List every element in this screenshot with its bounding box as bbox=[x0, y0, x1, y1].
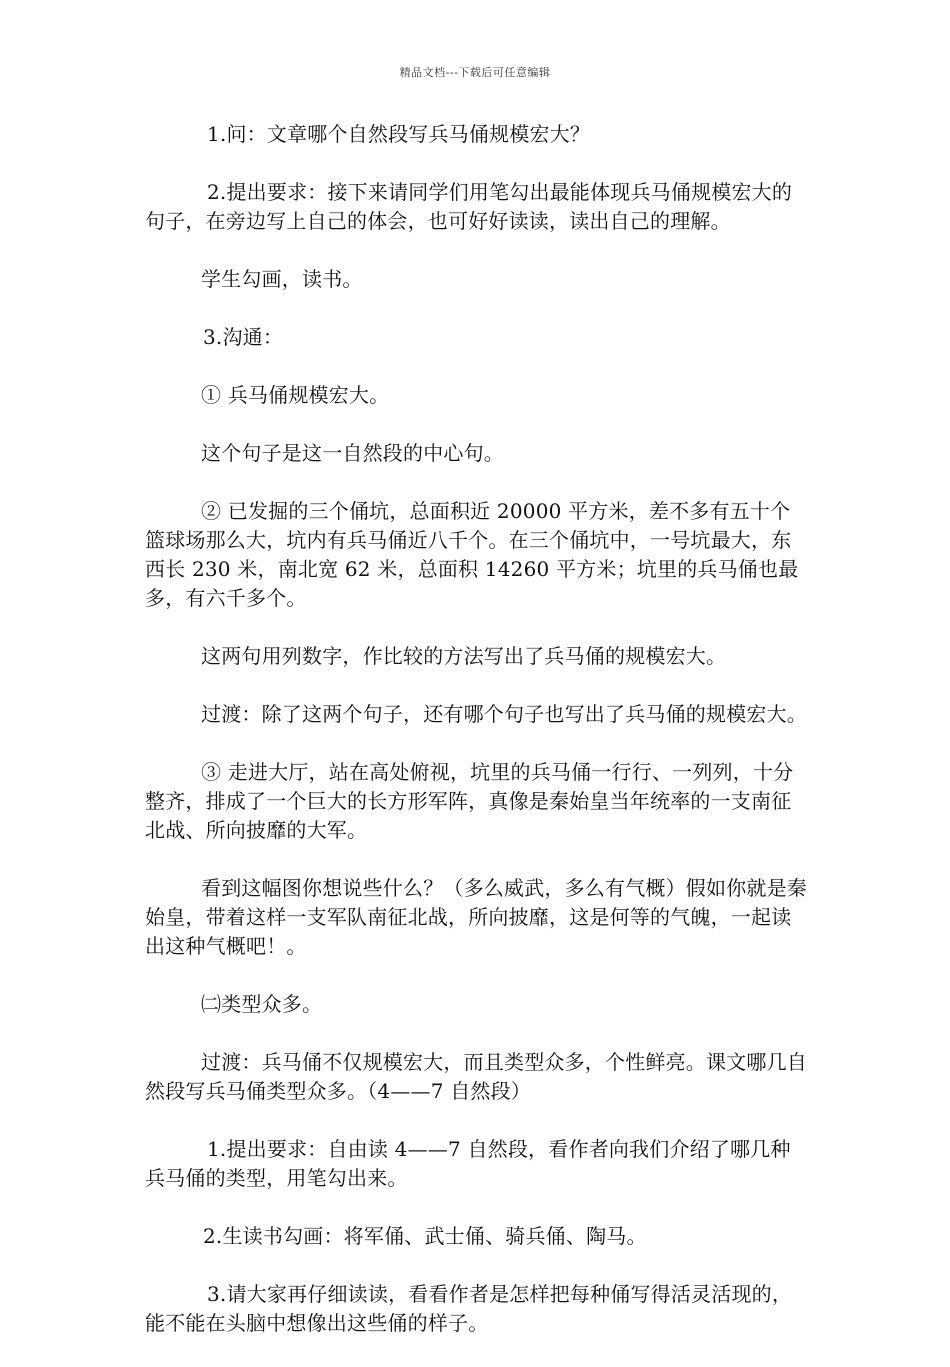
paragraph-question-1: 1.问：文章哪个自然段写兵马俑规模宏大？ bbox=[207, 122, 591, 146]
paragraph-student-activity: 学生勾画，读书。 bbox=[201, 267, 363, 291]
paragraph-requirement-2: 2.提出要求：接下来请同学们用笔勾出最能体现兵马俑规模宏大的句子，在旁边写上自己的体会，也可好好读读，读出自己的理解。 bbox=[145, 180, 793, 233]
paragraph-discussion: 看到这幅图你想说些什么？（多么威武，多么有气概）假如你就是秦始皇，带着这样一支军队南征北战，所向披靡，这是何等的气魄，一起读出这种气概吧！。 bbox=[145, 876, 807, 958]
paragraph-section-types: ㈡类型众多。 bbox=[201, 992, 323, 1016]
paragraph-requirement-reading: 1.提出要求：自由读 4——7 自然段，看作者向我们介绍了哪几种兵马俑的类型，用笔勾出来。 bbox=[145, 1137, 791, 1190]
paragraph-student-marking: 2.生读书勾画：将军俑、武士俑、骑兵俑、陶马。 bbox=[203, 1224, 647, 1248]
paragraph-transition-2: 过渡：兵马俑不仅规模宏大，而且类型众多，个性鲜亮。课文哪几自然段写兵马俑类型众多。（4——7 自然段） bbox=[145, 1050, 807, 1103]
paragraph-point-2: ② 已发掘的三个俑坑，总面积近 20000 平方米，差不多有五十个篮球场那么大，坑内有兵马俑近八千个。在三个俑坑中，一号坑最大，东西长 230 米，南北宽 62 米，总面积 14260 平方米；坑里的兵马俑也最多，有六千多个。 bbox=[145, 499, 799, 610]
document-body bbox=[145, 120, 810, 1367]
paragraph-transition-1: 过渡：除了这两个句子，还有哪个句子也写出了兵马俑的规模宏大。 bbox=[201, 702, 807, 726]
paragraph-method-note: 这两句用列数字，作比较的方法写出了兵马俑的规模宏大。 bbox=[201, 644, 727, 668]
paragraph-communicate-3: 3.沟通： bbox=[203, 325, 284, 349]
page-header: 精品文档---下载后可任意编辑 bbox=[399, 66, 551, 79]
paragraph-central-sentence: 这个句子是这一自然段的中心句。 bbox=[201, 441, 504, 465]
paragraph-point-1: ① 兵马俑规模宏大。 bbox=[201, 383, 390, 407]
paragraph-reread: 3.请大家再仔细读读，看看作者是怎样把每种俑写得活灵活现的，能不能在头脑中想像出这些俑的样子。 bbox=[145, 1282, 793, 1335]
paragraph-point-3: ③ 走进大厅，站在高处俯视，坑里的兵马俑一行行、一列列，十分整齐，排成了一个巨大的长方形军阵，真像是秦始皇当年统率的一支南征北战、所向披靡的大军。 bbox=[145, 760, 794, 842]
